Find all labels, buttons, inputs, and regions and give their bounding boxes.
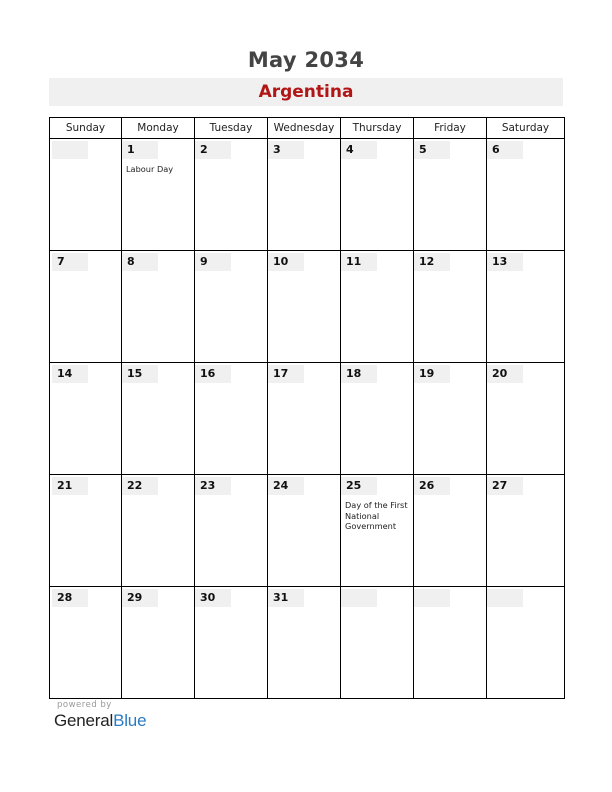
day-number: 9 (195, 253, 231, 271)
powered-by-label: powered by (57, 700, 112, 710)
day-cell (487, 587, 565, 699)
day-number (52, 141, 88, 159)
day-number: 16 (195, 365, 231, 383)
day-number: 21 (52, 477, 88, 495)
weekday-tuesday: Tuesday (195, 118, 268, 139)
day-number (341, 589, 377, 607)
page-title: May 2034 (247, 48, 365, 72)
weekday-thursday: Thursday (341, 118, 414, 139)
day-number: 31 (268, 589, 304, 607)
day-number: 3 (268, 141, 304, 159)
week-row (50, 251, 565, 363)
day-number (487, 589, 523, 607)
day-number: 1 (122, 141, 158, 159)
day-number: 5 (414, 141, 450, 159)
day-number: 14 (52, 365, 88, 383)
day-number: 12 (414, 253, 450, 271)
day-cell (487, 251, 565, 363)
day-number: 6 (487, 141, 523, 159)
day-cell (268, 139, 341, 251)
day-number: 22 (122, 477, 158, 495)
weekday-friday: Friday (414, 118, 487, 139)
day-number: 19 (414, 365, 450, 383)
day-cell (268, 363, 341, 475)
day-number: 13 (487, 253, 523, 271)
day-cell (195, 139, 268, 251)
week-row (50, 587, 565, 699)
day-cell (268, 475, 341, 587)
month-calendar (49, 117, 565, 699)
day-cell (414, 475, 487, 587)
day-cell (414, 139, 487, 251)
day-number: 29 (122, 589, 158, 607)
day-number: 30 (195, 589, 231, 607)
day-cell (487, 139, 565, 251)
day-number: 25 (341, 477, 377, 495)
day-cell (195, 475, 268, 587)
country-banner (49, 78, 563, 106)
weekday-saturday: Saturday (487, 118, 565, 139)
day-number: 11 (341, 253, 377, 271)
day-cell (122, 587, 195, 699)
day-cell (122, 139, 195, 251)
day-cell (195, 251, 268, 363)
brand-blue: Blue (113, 711, 147, 730)
weekday-sunday: Sunday (50, 118, 122, 139)
holiday-label: Day of the First National Government (345, 500, 408, 531)
day-cell (341, 251, 414, 363)
weekday-header-row (50, 118, 565, 139)
day-number: 15 (122, 365, 158, 383)
day-cell (487, 363, 565, 475)
day-cell (122, 251, 195, 363)
country-name: Argentina (258, 82, 354, 102)
day-cell (487, 475, 565, 587)
day-number: 7 (52, 253, 88, 271)
day-cell (50, 251, 122, 363)
day-number: 24 (268, 477, 304, 495)
day-cell (414, 363, 487, 475)
day-number: 20 (487, 365, 523, 383)
day-cell (341, 363, 414, 475)
day-cell (195, 587, 268, 699)
day-number: 26 (414, 477, 450, 495)
day-cell (50, 475, 122, 587)
day-number: 10 (268, 253, 304, 271)
day-number: 23 (195, 477, 231, 495)
day-number: 2 (195, 141, 231, 159)
day-cell (50, 139, 122, 251)
day-number: 27 (487, 477, 523, 495)
week-row (50, 363, 565, 475)
day-number: 28 (52, 589, 88, 607)
week-row (50, 475, 565, 587)
weekday-wednesday: Wednesday (268, 118, 341, 139)
day-number: 18 (341, 365, 377, 383)
day-number: 17 (268, 365, 304, 383)
day-cell (122, 363, 195, 475)
day-cell (341, 587, 414, 699)
weekday-monday: Monday (122, 118, 195, 139)
brand-logo[interactable] (54, 711, 146, 731)
day-cell (50, 587, 122, 699)
brand-general: General (54, 711, 114, 730)
day-cell (414, 587, 487, 699)
day-cell (414, 251, 487, 363)
week-row (50, 139, 565, 251)
day-cell (341, 139, 414, 251)
day-number: 4 (341, 141, 377, 159)
day-cell (268, 251, 341, 363)
day-cell (341, 475, 414, 587)
holiday-label: Labour Day (126, 164, 174, 174)
day-cell (268, 587, 341, 699)
day-cell (50, 363, 122, 475)
day-cell (122, 475, 195, 587)
day-cell (195, 363, 268, 475)
day-number: 8 (122, 253, 158, 271)
day-number (414, 589, 450, 607)
